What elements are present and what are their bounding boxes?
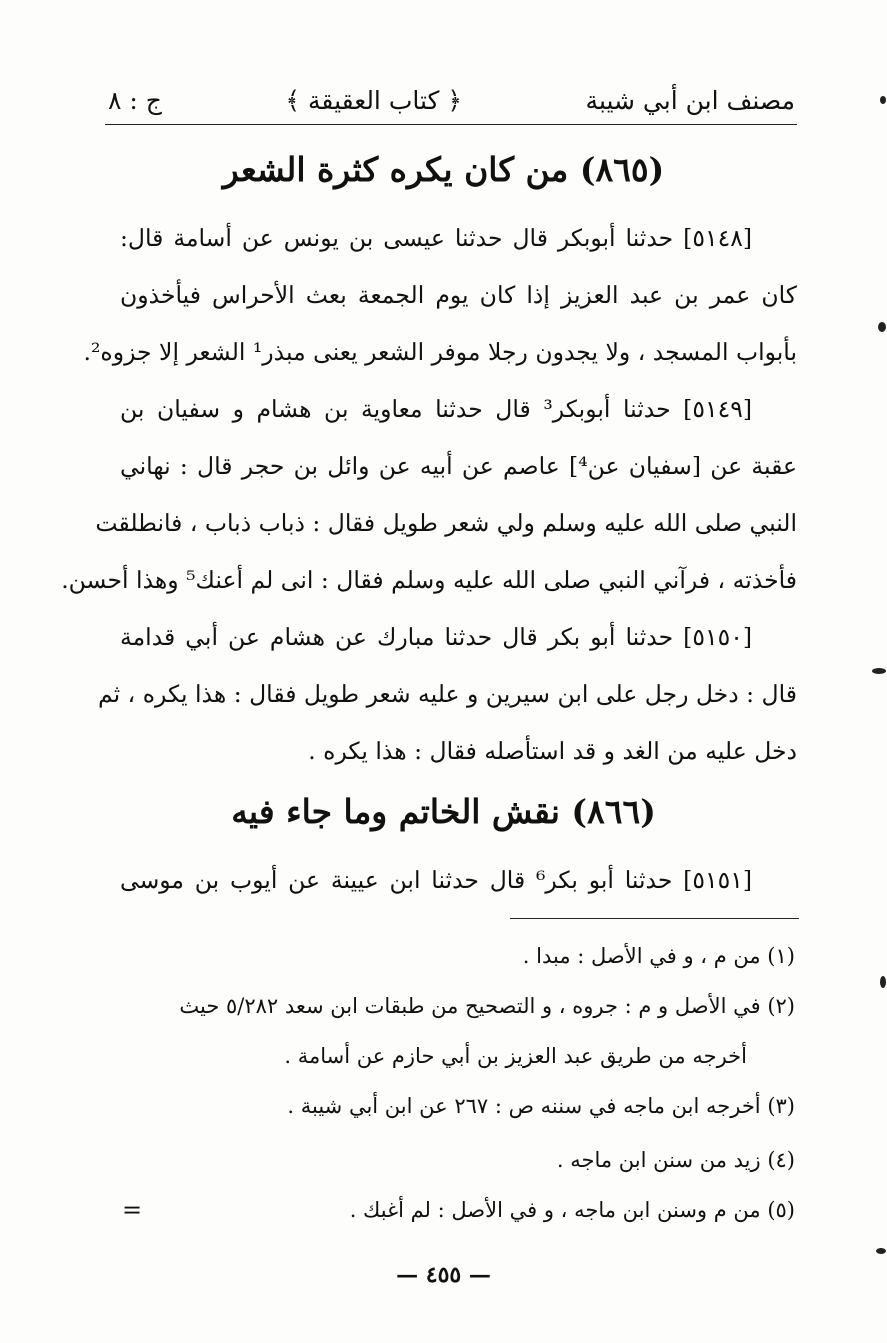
- text-line: كان عمر بن عبد العزيز إذا كان يوم الجمعة بعث الأحراس فيأخذون: [120, 281, 797, 309]
- chapter-title: ﴿ كتاب العقيقة ﴾: [285, 85, 463, 115]
- text-line: [٥١٥٠] حدثنا أبو بكر قال حدثنا مبارك عن هشام عن أبي قدامة: [120, 623, 752, 651]
- footnote: (٣) أخرجه ابن ماجه في سننه ص : ٢٦٧ عن ابن أبي شيبة .: [287, 1094, 795, 1118]
- margin-mark: =: [122, 1196, 143, 1224]
- text-line: بأبواب المسجد ، ولا يجدون رجلا موفر الشعر يعنى مبذر¹ الشعر إلا جزوه².: [83, 338, 797, 366]
- volume-number: ج : ٨: [108, 85, 162, 115]
- scan-speck: [880, 96, 886, 104]
- footnote: (٥) من م وسنن ابن ماجه ، و في الأصل : لم أغبك .: [349, 1198, 795, 1222]
- header-rule: [105, 124, 797, 125]
- text-line: [٥١٥١] حدثنا أبو بكر⁶ قال حدثنا ابن عيينة عن أيوب بن موسى: [120, 866, 752, 894]
- section-heading-866: (٨٦٦) نقش الخاتم وما جاء فيه: [231, 792, 656, 831]
- text-line: قال : دخل رجل على ابن سيرين و عليه شعر طويل فقال : هذا يكره ، ثم: [98, 680, 797, 708]
- running-header: [108, 78, 795, 122]
- book-name: مصنف ابن أبي شيبة: [585, 85, 795, 115]
- scan-speck: [872, 668, 886, 674]
- section-heading-865: (٨٦٥) من كان يكره كثرة الشعر: [222, 150, 665, 189]
- text-line: [٥١٤٨] حدثنا أبوبكر قال حدثنا عيسى بن يونس عن أسامة قال:: [120, 224, 752, 252]
- scan-speck: [880, 976, 886, 988]
- text-line: دخل عليه من الغد و قد استأصله فقال : هذا يكره .: [308, 737, 797, 765]
- footnote: (٤) زيد من سنن ابن ماجه .: [556, 1148, 795, 1172]
- text-line: [٥١٤٩] حدثنا أبوبكر³ قال حدثنا معاوية بن هشام و سفيان بن: [120, 395, 752, 423]
- footnote: (٢) في الأصل و م : جروه ، و التصحيح من طبقات ابن سعد ٥/٢٨٢ حيث: [179, 994, 795, 1018]
- scan-speck: [878, 322, 886, 332]
- footnote-rule: [510, 918, 799, 919]
- text-line: النبي صلى الله عليه وسلم ولي شعر طويل فقال : ذباب ذباب ، فانطلقت: [95, 509, 797, 537]
- page-number: — ٤٥٥ —: [396, 1262, 491, 1288]
- footnote-continuation: أخرجه من طريق عبد العزيز بن أبي حازم عن أسامة .: [284, 1044, 747, 1068]
- text-line: عقبة عن [سفيان عن⁴] عاصم عن أبيه عن وائل بن حجر قال : نهاني: [120, 452, 797, 480]
- scan-speck: [876, 1248, 886, 1254]
- footnote: (١) من م ، و في الأصل : مبدا .: [522, 944, 795, 968]
- text-line: فأخذته ، فرآني النبي صلى الله عليه وسلم فقال : انى لم أعنك⁵ وهذا أحسن.: [61, 566, 797, 594]
